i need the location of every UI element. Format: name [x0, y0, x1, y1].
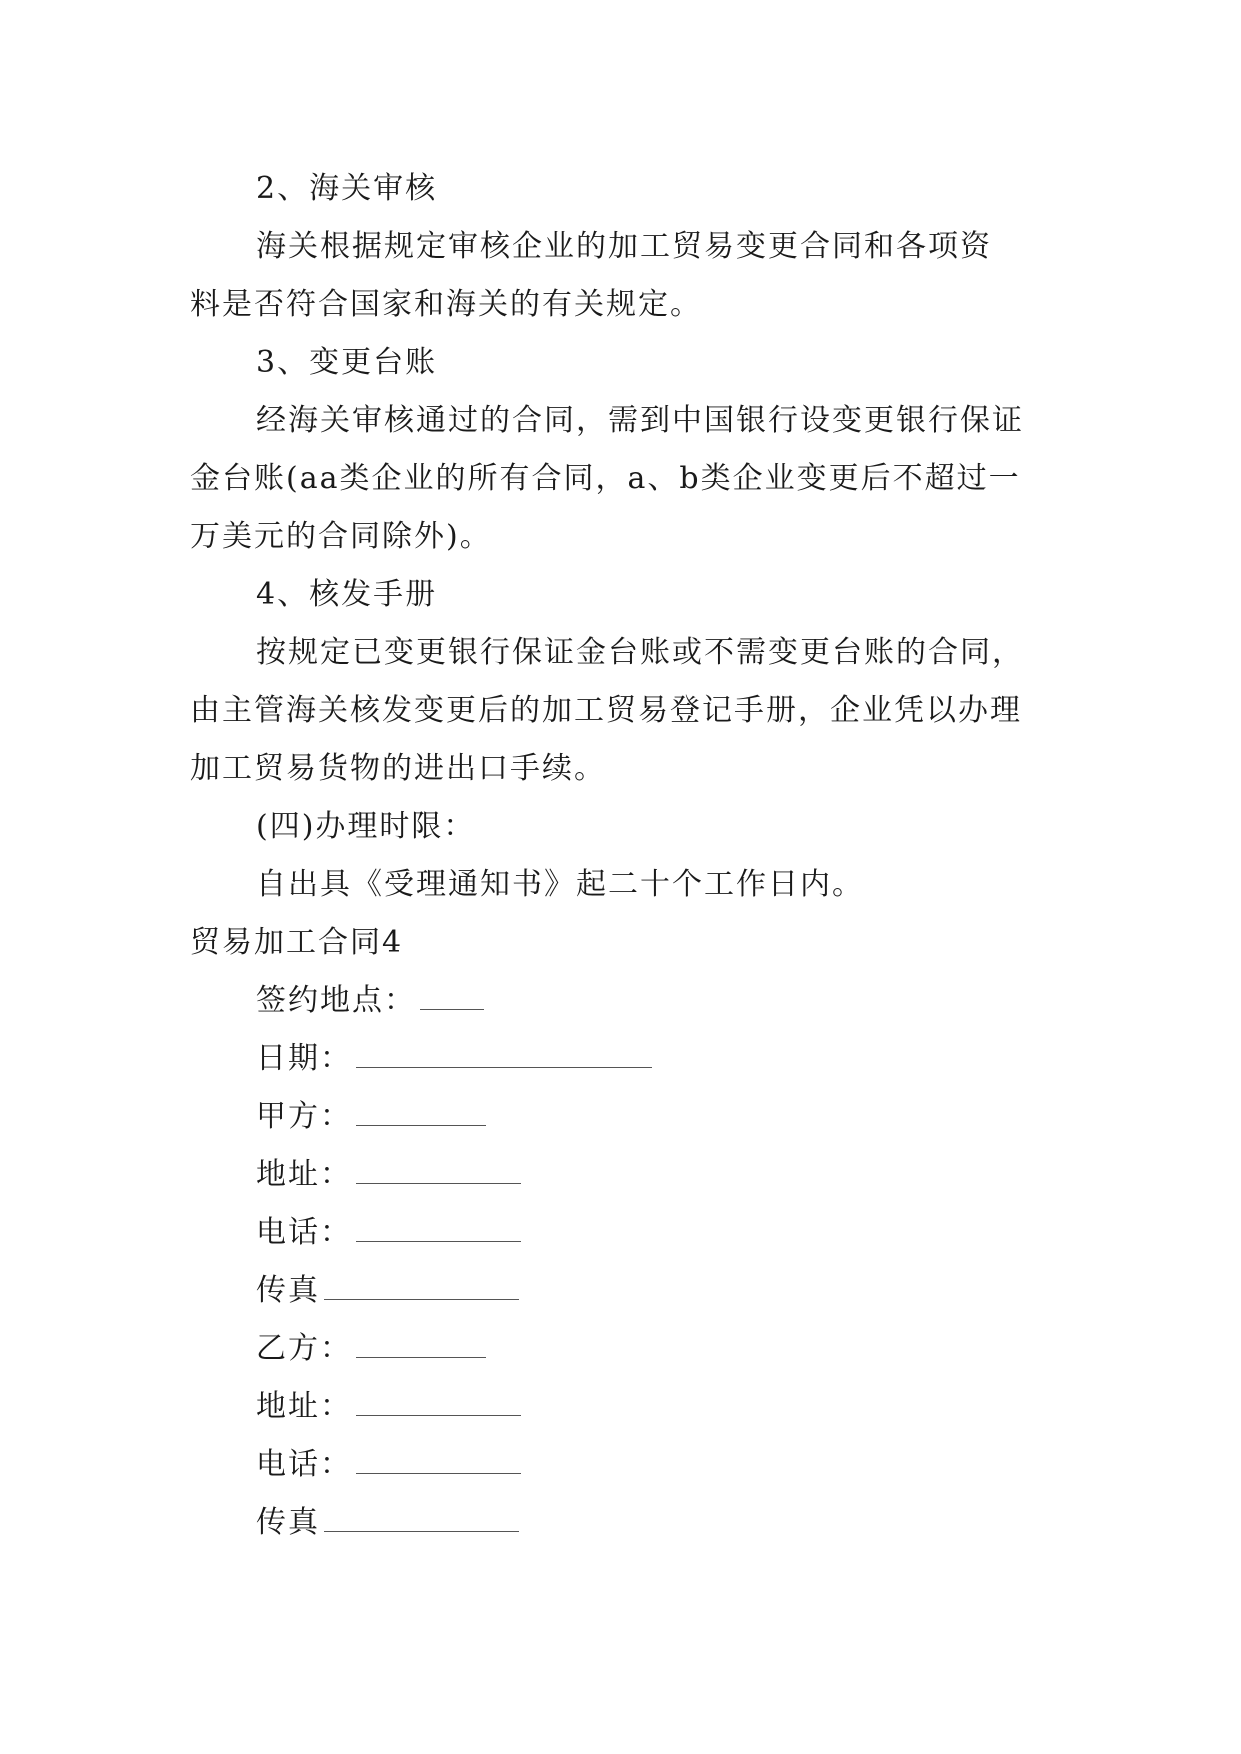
fill-in-blank[interactable] [324, 1509, 519, 1532]
form-field-party-b-fax [190, 1494, 1090, 1552]
paragraph-line [190, 276, 1090, 334]
contract-title [190, 914, 1090, 972]
text-line: 贸易加工合同4 [190, 925, 404, 960]
fill-in-blank[interactable] [356, 1103, 486, 1126]
fill-in-blank[interactable] [356, 1451, 521, 1474]
field-label: 乙方： [256, 1331, 352, 1366]
fill-in-blank[interactable] [324, 1277, 519, 1300]
fill-in-blank[interactable] [356, 1393, 521, 1416]
field-label: 甲方： [256, 1099, 352, 1134]
form-field-party-b [190, 1320, 1090, 1378]
form-field-date [190, 1030, 1090, 1088]
form-field-party-b-phone [190, 1436, 1090, 1494]
paragraph-line [190, 624, 1090, 682]
text-line: 按规定已变更银行保证金台账或不需变更台账的合同， [256, 635, 1024, 670]
paragraph-line [190, 856, 1090, 914]
form-field-signing-place [190, 972, 1090, 1030]
fill-in-blank[interactable] [356, 1219, 521, 1242]
paragraph-line [190, 682, 1090, 740]
text-line: 料是否符合国家和海关的有关规定。 [190, 287, 702, 322]
form-field-party-b-address [190, 1378, 1090, 1436]
text-line: 金台账(aa类企业的所有合同，a、b类企业变更后不超过一 [190, 461, 1021, 496]
paragraph-line [190, 450, 1090, 508]
section-heading-issue-manual [190, 566, 1090, 624]
text-line: 海关根据规定审核企业的加工贸易变更合同和各项资 [256, 229, 992, 264]
field-label: 传真 [256, 1273, 320, 1308]
document-body [190, 160, 1090, 1552]
text-line: 4、核发手册 [256, 577, 438, 612]
fill-in-blank[interactable] [356, 1045, 652, 1068]
field-label: 地址： [256, 1389, 352, 1424]
fill-in-blank[interactable] [356, 1161, 521, 1184]
field-label: 电话： [256, 1215, 352, 1250]
section-heading-customs-review [190, 160, 1090, 218]
field-label: 地址： [256, 1157, 352, 1192]
form-field-party-a-fax [190, 1262, 1090, 1320]
text-line: 2、海关审核 [256, 171, 438, 206]
section-heading-time-limit [190, 798, 1090, 856]
field-label: 传真 [256, 1505, 320, 1540]
section-heading-ledger-change [190, 334, 1090, 392]
paragraph-line [190, 740, 1090, 798]
fill-in-blank[interactable] [356, 1335, 486, 1358]
fill-in-blank[interactable] [420, 987, 484, 1010]
text-line: (四)办理时限： [256, 809, 476, 844]
text-line: 加工贸易货物的进出口手续。 [190, 751, 606, 786]
field-label: 日期： [256, 1041, 352, 1076]
form-field-party-a-address [190, 1146, 1090, 1204]
text-line: 3、变更台账 [256, 345, 438, 380]
field-label: 签约地点： [256, 983, 416, 1018]
text-line: 自出具《受理通知书》起二十个工作日内。 [256, 867, 864, 902]
text-line: 由主管海关核发变更后的加工贸易登记手册，企业凭以办理 [190, 693, 1022, 728]
paragraph-line [190, 218, 1090, 276]
text-line: 经海关审核通过的合同，需到中国银行设变更银行保证 [256, 403, 1024, 438]
form-field-party-a-phone [190, 1204, 1090, 1262]
field-label: 电话： [256, 1447, 352, 1482]
paragraph-line [190, 508, 1090, 566]
text-line: 万美元的合同除外)。 [190, 519, 492, 554]
paragraph-line [190, 392, 1090, 450]
form-field-party-a [190, 1088, 1090, 1146]
